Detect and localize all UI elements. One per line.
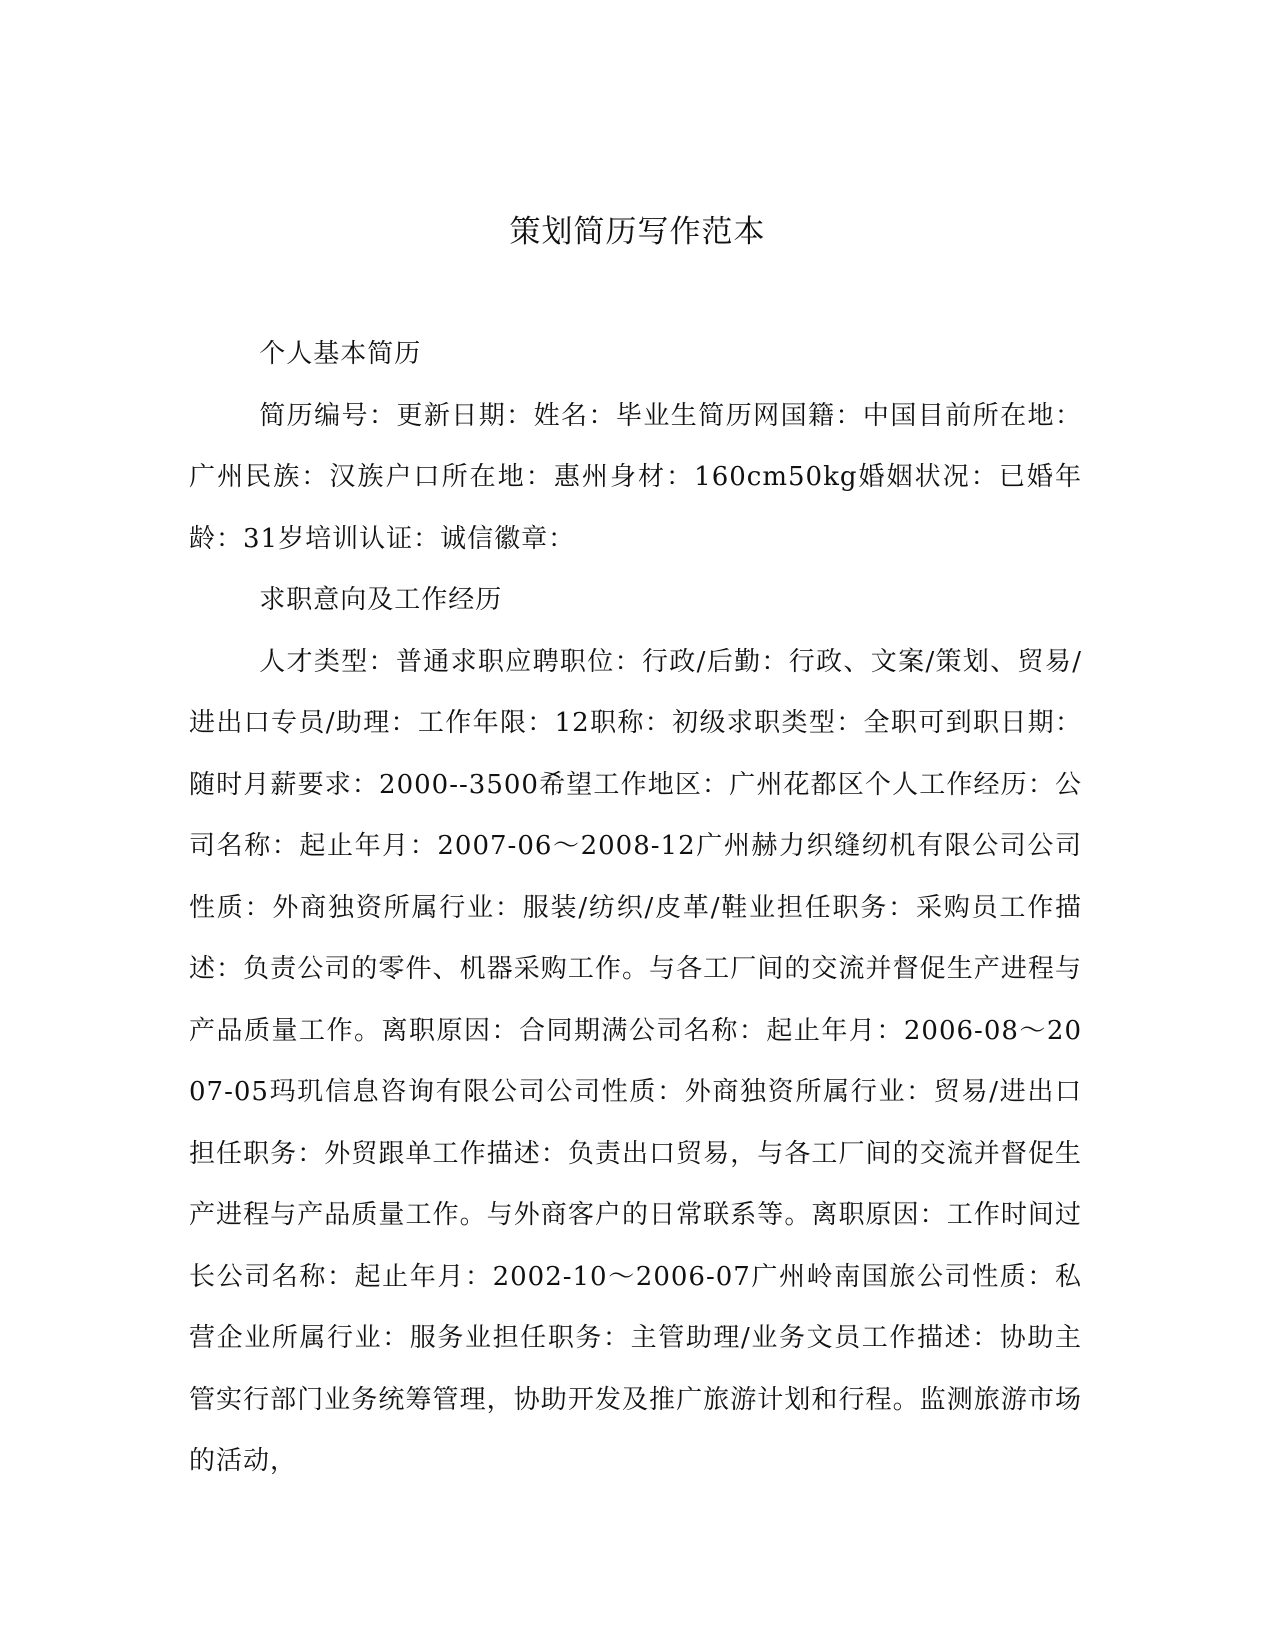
paragraph-work-experience: 人才类型：普通求职应聘职位：行政/后勤：行政、文案/策划、贸易/进出口专员/助理：工作年限：12职称：初级求职类型：全职可到职日期：随时月薪要求：2000--3500希望工作地区：广州花都区个人工作经历：公司名称：起止年月：2007-06～2008-12广州赫力织缝纫机有限公司公司性质：外商独资所属行业：服装/纺织/皮革/鞋业担任职务：采购员工作描述：负责公司的零件、机器采购工作。与各工厂间的交流并督促生产进程与产品质量工作。离职原因：合同期满公司名称：起止年月：2006-08～2007-05玛玑信息咨询有限公司公司性质：外商独资所属行业：贸易/进出口担任职务：外贸跟单工作描述：负责出口贸易，与各工厂间的交流并督促生产进程与产品质量工作。与外商客户的日常联系等。离职原因：工作时间过长公司名称：起止年月：2002-10～2006-07广州岭南国旅公司性质：私营企业所属行业：服务业担任职务：主管助理/业务文员工作描述：协助主管实行部门业务统筹管理，协助开发及推广旅游计划和行程。监测旅游市场的活动，: [189, 646, 1082, 1476]
section-heading-basic-info: 个人基本简历: [259, 339, 422, 369]
section-heading-job-intent: 求职意向及工作经历: [259, 585, 503, 615]
document-body: [189, 324, 1082, 1493]
paragraph-basic-info: 简历编号：更新日期：姓名：毕业生简历网国籍：中国目前所在地：广州民族：汉族户口所在地：惠州身材：160cm50kg婚姻状况：已婚年龄：31岁培训认证：诚信徽章：: [189, 400, 1082, 554]
document-title: 策划简历写作范本: [509, 214, 766, 250]
